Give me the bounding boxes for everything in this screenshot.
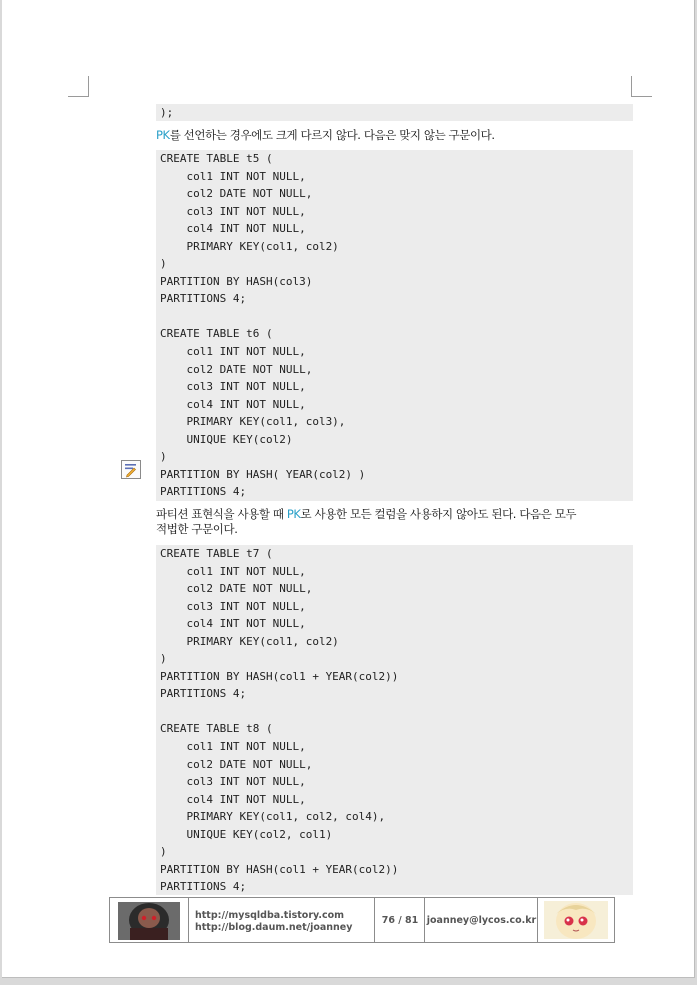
keyword-pk: PK: [156, 128, 170, 142]
footer-urls: [189, 898, 375, 942]
crop-mark-top-right: [631, 76, 652, 97]
url-daum-link[interactable]: http://blog.daum.net/joanney: [195, 922, 353, 933]
code-block-end: );: [156, 104, 633, 121]
page-footer: [109, 897, 615, 943]
note-icon[interactable]: [121, 460, 141, 479]
url-tistory-link[interactable]: http://mysqldba.tistory.com: [195, 910, 344, 921]
email-link[interactable]: joanney@lycos.co.kr: [426, 915, 537, 926]
page-number: 76 / 81: [381, 915, 419, 926]
paragraph-text: 파티션 표현식을 사용할 때: [156, 507, 287, 521]
code-block-t5-t6: CREATE TABLE t5 ( col1 INT NOT NULL, col2 DATE NOT NULL, col3 INT NOT NULL, col4 INT NOT NULL, PRIMARY KEY(col1, col2) ) PARTITION BY HASH(col3) PARTITIONS 4; CREATE TABLE t6 ( col1 INT NOT NULL, col2 DATE NOT NULL, col3 INT NOT NULL, col4 INT NOT NULL, PRIMARY KEY(col1, col3), UNIQUE KEY(col2) ) PARTITION BY HASH( YEAR(col2) ) PARTITIONS 4;: [156, 150, 633, 501]
code-block-t7-t8: CREATE TABLE t7 ( col1 INT NOT NULL, col2 DATE NOT NULL, col3 INT NOT NULL, col4 INT NOT NULL, PRIMARY KEY(col1, col2) ) PARTITION BY HASH(col1 + YEAR(col2)) PARTITIONS 4; CREATE TABLE t8 ( col1 INT NOT NULL, col2 DATE NOT NULL, col3 INT NOT NULL, col4 INT NOT NULL, PRIMARY KEY(col1, col2, col4), UNIQUE KEY(col2, col1) ) PARTITION BY HASH(col1 + YEAR(col2)) PARTITIONS 4;: [156, 545, 633, 895]
page-number-cell: [375, 898, 425, 942]
paragraph-text-line2: 적법한 구문이다.: [156, 522, 238, 536]
paragraph-partition-expression: [156, 507, 634, 537]
author-avatar-right: [538, 898, 614, 942]
keyword-pk: PK: [286, 507, 301, 521]
paragraph-text: 를 선언하는 경우에도 크게 다르지 않다. 다음은 맞지 않는 구문이다.: [169, 128, 495, 142]
document-page: [2, 0, 695, 978]
paragraph-text: 로 사용한 모든 컬럼을 사용하지 않아도 된다. 다음은 모두: [300, 507, 577, 521]
author-avatar-left: [110, 898, 189, 942]
crop-mark-top-left: [68, 76, 89, 97]
footer-email-cell: [425, 898, 538, 942]
paragraph-pk-declaration: [156, 128, 634, 143]
